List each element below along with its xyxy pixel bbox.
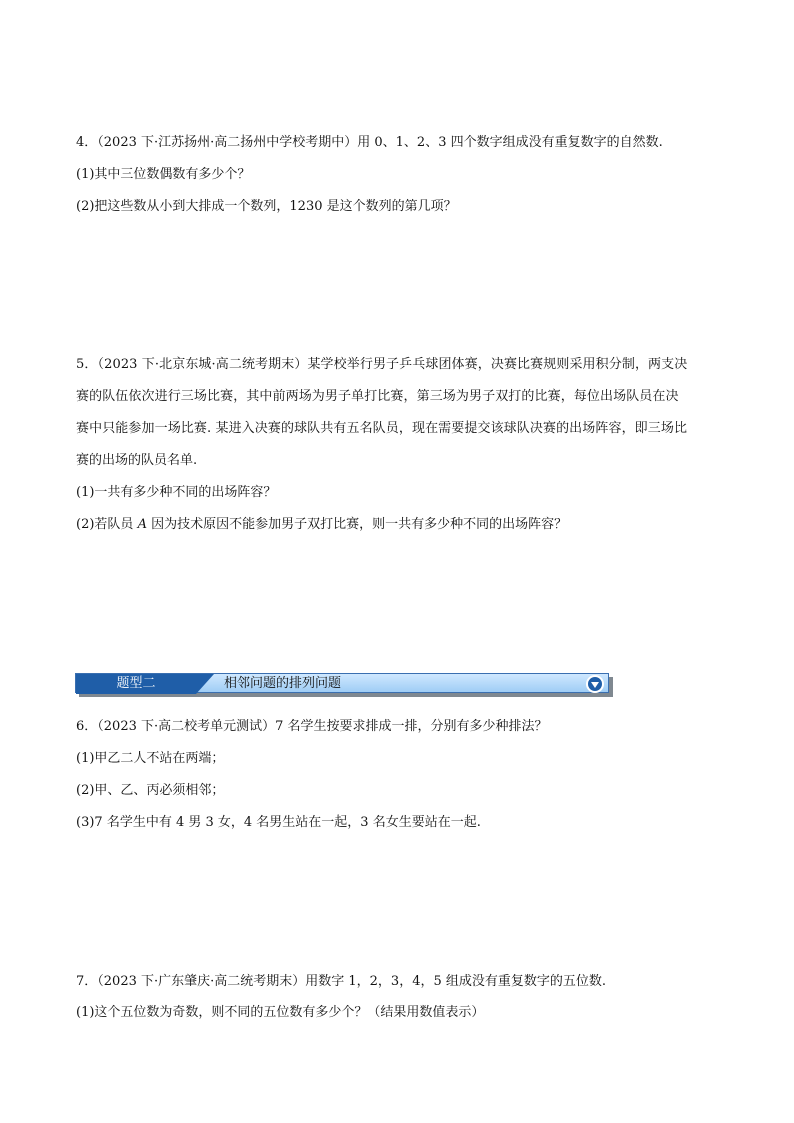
question-7-intro: 7．（2023 下·广东肇庆·高二统考期末）用数字 1，2，3，4，5 组成没有重复数字的五位数. [76,974,607,989]
question-5-part-2-after: 因为技术原因不能参加男子双打比赛，则一共有多少种不同的出场阵容？ [146,517,568,532]
question-5-line-3: 赛中只能参加一场比赛. 某进入决赛的球队共有五名队员，现在需要提交该球队决赛的出场阵容，即三场比 [76,421,688,436]
question-4-part-1: (1)其中三位数偶数有多少个？ [76,167,251,182]
section-title: 相邻问题的排列问题 [224,676,342,691]
question-7-part-1: (1)这个五位数为奇数，则不同的五位数有多少个？（结果用数值表示） [76,1005,485,1020]
question-5-line-1: 5．（2023 下·北京东城·高二统考期末）某学校举行男子乒乓球团体赛，决赛比赛规则采用积分制，两支决 [76,357,688,372]
question-5-part-2 [76,516,567,534]
section-header [75,673,613,697]
question-5-line-2: 赛的队伍依次进行三场比赛，其中前两场为男子单打比赛，第三场为男子双打的比赛，每位出场队员在决 [76,389,679,404]
question-6-part-3: (3)7 名学生中有 4 男 3 女，4 名男生站在一起，3 名女生要站在一起. [76,815,481,830]
question-4-intro: 4．（2023 下·江苏扬州·高二扬州中学校考期中）用 0、1、2、3 四个数字组成没有重复数字的自然数. [76,135,663,150]
question-5-part-1: (1)一共有多少种不同的出场阵容？ [76,485,277,500]
question-6-part-2: (2)甲、乙、丙必须相邻； [76,783,225,798]
section-tag: 题型二 [76,674,196,694]
question-6-intro: 6．（2023 下·高二校考单元测试）7 名学生按要求排成一排，分别有多少种排法？ [76,719,548,734]
question-5-part-2-before: (2)若队员 [76,517,138,532]
chevron-down-icon[interactable] [586,675,604,693]
question-6-part-1: (1)甲乙二人不站在两端； [76,751,225,766]
question-4-part-2: (2)把这些数从小到大排成一个数列，1230 是这个数列的第几项？ [76,199,457,214]
section-header-body [75,673,609,693]
question-5-line-4: 赛的出场的队员名单. [76,453,198,468]
question-5-variable-a: A [137,517,147,532]
